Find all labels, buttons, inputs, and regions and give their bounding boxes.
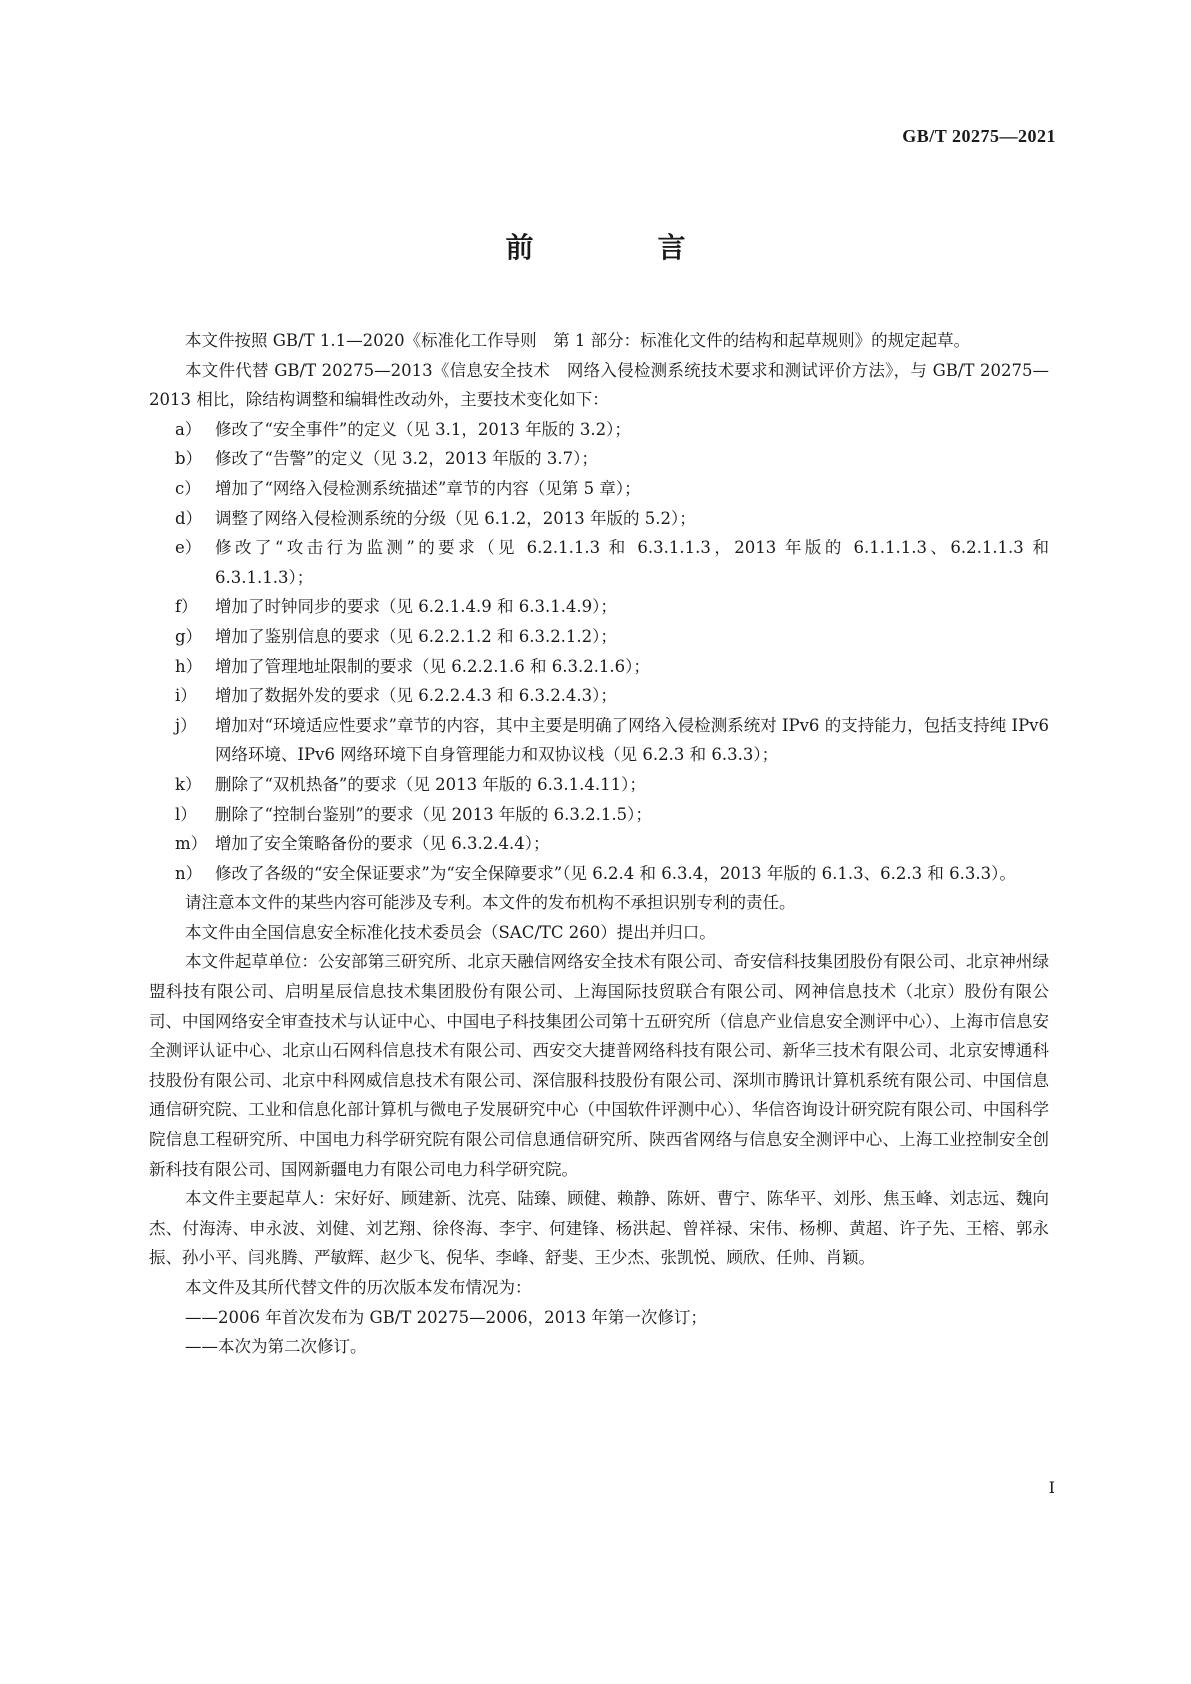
paragraph-drafting-units: 本文件起草单位：公安部第三研究所、北京天融信网络安全技术有限公司、奇安信科技集团股份有限公司、北京神州绿盟科技有限公司、启明星辰信息技术集团股份有限公司、上海国际技贸联合有限公司、网神信息技术（北京）股份有限公司、中国网络安全审查技术与认证中心、中国电子科技集团公司第十五研究所（信息产业信息安全测评中心）、上海市信息安全测评认证中心、北京山石网科信息技术有限公司、西安交大捷普网络科技有限公司、新华三技术有限公司、北京安博通科技股份有限公司、北京中科网威信息技术有限公司、深信服科技股份有限公司、深圳市腾讯计算机系统有限公司、中国信息通信研究院、工业和信息化部计算机与微电子发展研究中心（中国软件评测中心）、华信咨询设计研究院有限公司、中国科学院信息工程研究所、中国电力科学研究院有限公司信息通信研究所、陕西省网络与信息安全测评中心、上海工业控制安全创新科技有限公司、国网新疆电力有限公司电力科学研究院。 (149, 952, 1049, 1179)
list-item (149, 800, 1049, 830)
list-item-label: i） (175, 686, 197, 706)
list-item (149, 622, 1049, 652)
list-item-label: c） (175, 478, 201, 498)
list-item-text: 增加了“网络入侵检测系统描述”章节的内容（见第 5 章）； (215, 478, 641, 498)
standard-code: GB/T 20275—2021 (902, 126, 1056, 146)
list-item-text: 增加了管理地址限制的要求（见 6.2.2.1.6 和 6.3.2.1.6）； (215, 656, 650, 676)
list-item-label: l） (175, 804, 197, 824)
paragraph-history-intro: 本文件及其所代替文件的历次版本发布情况为： (185, 1278, 532, 1297)
list-item-label: j） (175, 715, 197, 735)
paragraph-proposer: 本文件由全国信息安全标准化技术委员会（SAC/TC 260）提出并归口。 (185, 922, 716, 942)
list-item-label: d） (175, 508, 203, 528)
changes-list (149, 415, 1049, 889)
list-item (149, 829, 1049, 859)
list-item-label: k） (175, 774, 202, 794)
list-item-text: 增加了时钟同步的要求（见 6.2.1.4.9 和 6.3.1.4.9）； (215, 597, 617, 617)
list-item-text: 删除了“双机热备”的要求（见 2013 年版的 6.3.1.4.11）； (215, 774, 646, 794)
list-item (149, 681, 1049, 711)
list-item-text: 修改了“告警”的定义（见 3.2，2013 年版的 3.7）； (215, 449, 598, 469)
history-item: ——2006 年首次发布为 GB/T 20275—2006，2013 年第一次修订； (185, 1307, 707, 1327)
list-item-label: f） (175, 597, 198, 617)
list-item (149, 415, 1049, 445)
list-item-text: 增加了鉴别信息的要求（见 6.2.2.1.2 和 6.3.2.1.2）； (215, 626, 617, 646)
list-item-text: 增加对“环境适应性要求”章节的内容，其中主要是明确了网络入侵检测系统对 IPv6 的支持能力，包括支持纯 IPv6 网络环境、IPv6 网络环境下自身管理能力和双协议栈（见 6.2.3 和 6.3.3）； (215, 715, 1049, 765)
list-item-label: m） (175, 834, 208, 854)
list-item-text: 增加了安全策略备份的要求（见 6.3.2.4.4）； (215, 834, 550, 854)
list-item-text: 删除了“控制台鉴别”的要求（见 2013 年版的 6.3.2.1.5）； (215, 804, 652, 824)
list-item-label: h） (175, 656, 203, 676)
list-item-text: 修改了“安全事件”的定义（见 3.1，2013 年版的 3.2）； (215, 419, 631, 439)
list-item (149, 711, 1049, 770)
list-item-label: a） (175, 419, 202, 439)
paragraph-drafters: 本文件主要起草人：宋好好、顾建新、沈亮、陆臻、顾健、赖静、陈妍、曹宁、陈华平、刘彤、焦玉峰、刘志远、魏向杰、付海涛、申永波、刘健、刘艺翔、徐佟海、李宇、何建锋、杨洪起、曾祥禄、宋伟、杨柳、黄超、许子先、王榕、郭永振、孙小平、闫兆腾、严敏辉、赵少飞、倪华、李峰、舒斐、王少杰、张凯悦、顾欣、任帅、肖颖。 (149, 1189, 1049, 1268)
list-item-label: n） (175, 863, 203, 883)
list-item-label: e） (175, 538, 202, 558)
list-item-label: b） (175, 449, 203, 469)
paragraph-drafting-rules: 本文件按照 GB/T 1.1—2020《标准化工作导则 第 1 部分：标准化文件的结构和起草规则》的规定起草。 (185, 331, 971, 350)
list-item-label: g） (175, 626, 203, 646)
list-item-text: 增加了数据外发的要求（见 6.2.2.4.3 和 6.3.2.4.3）； (215, 686, 617, 706)
list-item (149, 444, 1049, 474)
list-item (149, 859, 1049, 889)
list-item-text: 调整了网络入侵检测系统的分级（见 6.1.2，2013 年版的 5.2）； (215, 508, 696, 528)
paragraph-replacement: 本文件代替 GB/T 20275—2013《信息安全技术 网络入侵检测系统技术要求和测试评价方法》，与 GB/T 20275—2013 相比，除结构调整和编辑性改动外，主要技术变化如下： (149, 360, 1049, 410)
list-item (149, 533, 1049, 592)
page-number: I (1048, 1478, 1055, 1497)
list-item-text: 修改了“攻击行为监测”的要求（见 6.2.1.1.3 和 6.3.1.1.3，2013 年版的 6.1.1.1.3、6.2.1.1.3 和 6.3.1.1.3）； (215, 538, 1049, 587)
foreword-body (149, 326, 1049, 1362)
list-item-text: 修改了各级的“安全保证要求”为“安全保障要求”（见 6.2.4 和 6.3.4，2013 年版的 6.1.3、6.2.3 和 6.3.3）。 (215, 863, 1016, 883)
history-item: ——本次为第二次修订。 (185, 1337, 367, 1357)
list-item (149, 652, 1049, 682)
list-item (149, 770, 1049, 800)
paragraph-patent-notice: 请注意本文件的某些内容可能涉及专利。本文件的发布机构不承担识别专利的责任。 (185, 893, 796, 913)
list-item (149, 592, 1049, 622)
page-title: 前 言 (505, 231, 734, 264)
list-item (149, 474, 1049, 504)
list-item (149, 504, 1049, 534)
